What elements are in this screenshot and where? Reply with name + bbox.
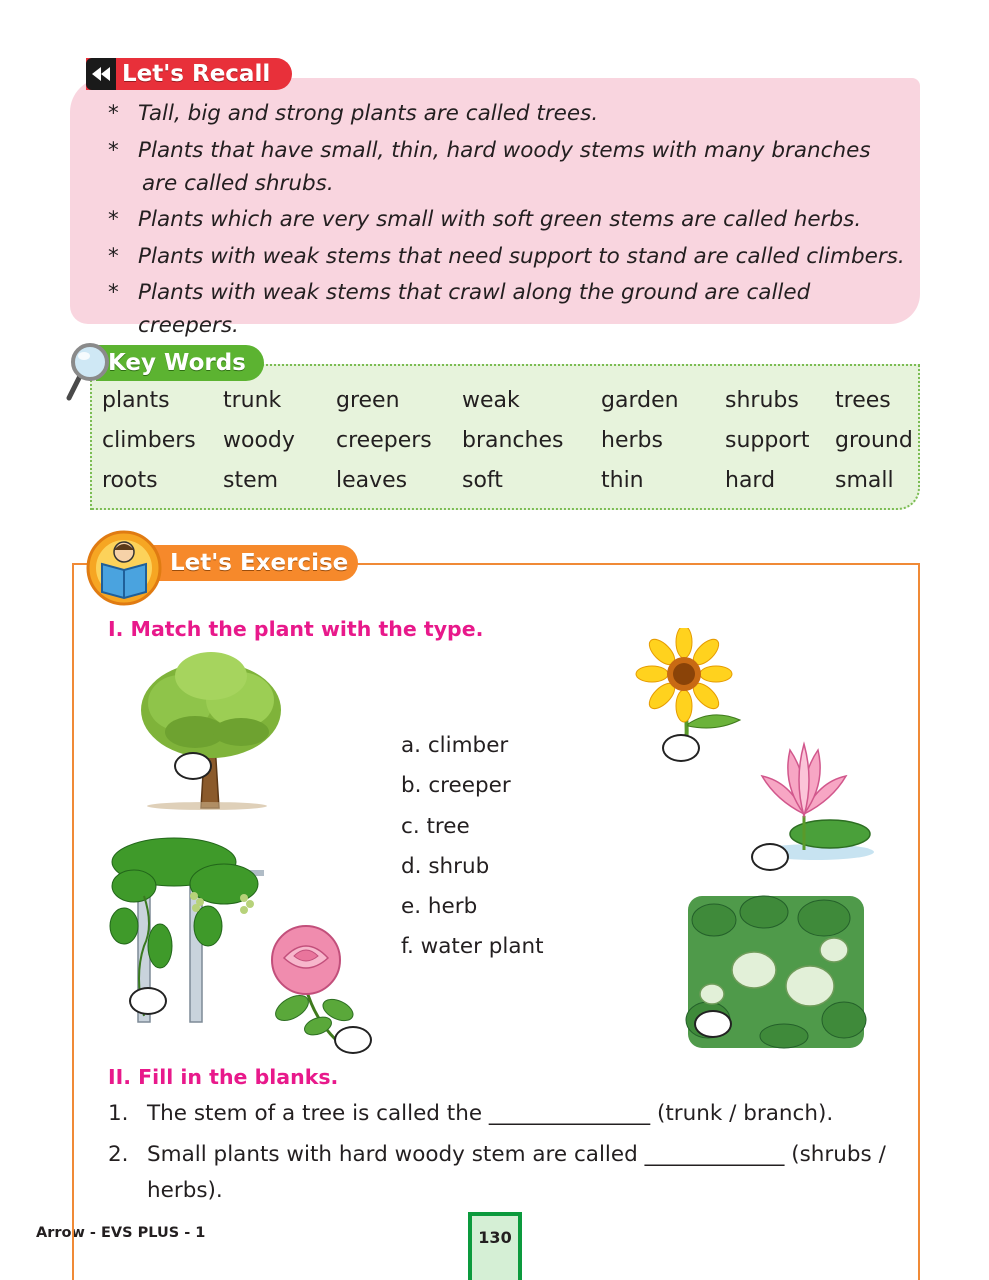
fill-item-2-continuation: herbs). [147, 1178, 223, 1203]
tree-image [135, 648, 285, 810]
recall-item: * Plants with weak stems that crawl along the ground are called creepers. [108, 280, 811, 338]
keyword: climbers [102, 428, 196, 453]
recall-item: * Tall, big and strong plants are called trees. [108, 101, 599, 126]
keyword: woody [223, 428, 295, 453]
answer-oval-tree[interactable] [174, 752, 212, 780]
recall-item: * Plants with weak stems that need support to stand are called climbers. [108, 243, 905, 269]
keyword: trunk [223, 388, 282, 413]
keyword: ground [835, 428, 913, 453]
option-shrub: d. shrub [401, 853, 490, 879]
keyword: creepers [336, 428, 432, 453]
exercise-title: Let's Exercise [170, 550, 349, 576]
section-heading-fill: II. Fill in the blanks. [108, 1065, 339, 1089]
recall-item: * Plants which are very small with soft green stems are called herbs. [108, 207, 862, 232]
option-creeper: b. creeper [401, 773, 511, 799]
keyword: thin [601, 468, 644, 493]
recall-tab [86, 58, 292, 90]
exercise-tab [150, 545, 358, 581]
keyword: stem [223, 468, 279, 493]
recall-list [106, 97, 906, 346]
keyword: weak [462, 388, 520, 413]
answer-oval-rose[interactable] [334, 1026, 372, 1054]
book-title: Arrow - EVS PLUS - 1 [36, 1225, 206, 1241]
keyword: plants [102, 388, 170, 413]
fill-item-1: 1. The stem of a tree is called the _______________ (trunk / branch). [108, 1101, 834, 1126]
option-climber: a. climber [401, 733, 509, 758]
rewind-icon [86, 58, 116, 90]
reading-child-icon [86, 530, 162, 606]
recall-item: are called shrubs. [142, 170, 334, 196]
keyword: branches [462, 428, 564, 453]
option-tree: c. tree [401, 813, 470, 839]
keywords-tab [96, 345, 264, 381]
answer-oval-lotus[interactable] [751, 843, 789, 871]
keyword: shrubs [725, 388, 799, 413]
recall-title: Let's Recall [122, 61, 271, 87]
answer-oval-climber[interactable] [129, 987, 167, 1015]
magnifier-icon [66, 340, 118, 404]
keyword: soft [462, 468, 503, 493]
keyword: roots [102, 468, 158, 493]
keyword: green [336, 388, 400, 413]
keyword: small [835, 468, 894, 493]
fill-item-2: 2. Small plants with hard woody stem are called _____________ (shrubs / [108, 1142, 886, 1167]
keyword: hard [725, 468, 776, 493]
rose-image [258, 918, 376, 1042]
recall-item: * Plants that have small, thin, hard woody stems with many branches [108, 137, 871, 163]
keyword: garden [601, 388, 679, 413]
keywords-title: Key Words [108, 350, 246, 376]
page-number: 130 [478, 1228, 512, 1247]
keyword: herbs [601, 428, 663, 453]
answer-oval-creeper[interactable] [694, 1010, 732, 1038]
sunflower-image [632, 628, 744, 746]
options-list [401, 733, 544, 975]
section-heading-match: I. Match the plant with the type. [108, 617, 484, 641]
keyword: leaves [336, 468, 408, 493]
option-water-plant: f. water plant [401, 934, 544, 960]
option-herb: e. herb [401, 894, 478, 920]
answer-oval-sunflower[interactable] [662, 734, 700, 762]
keyword: support [725, 428, 810, 453]
keyword: trees [835, 388, 891, 413]
